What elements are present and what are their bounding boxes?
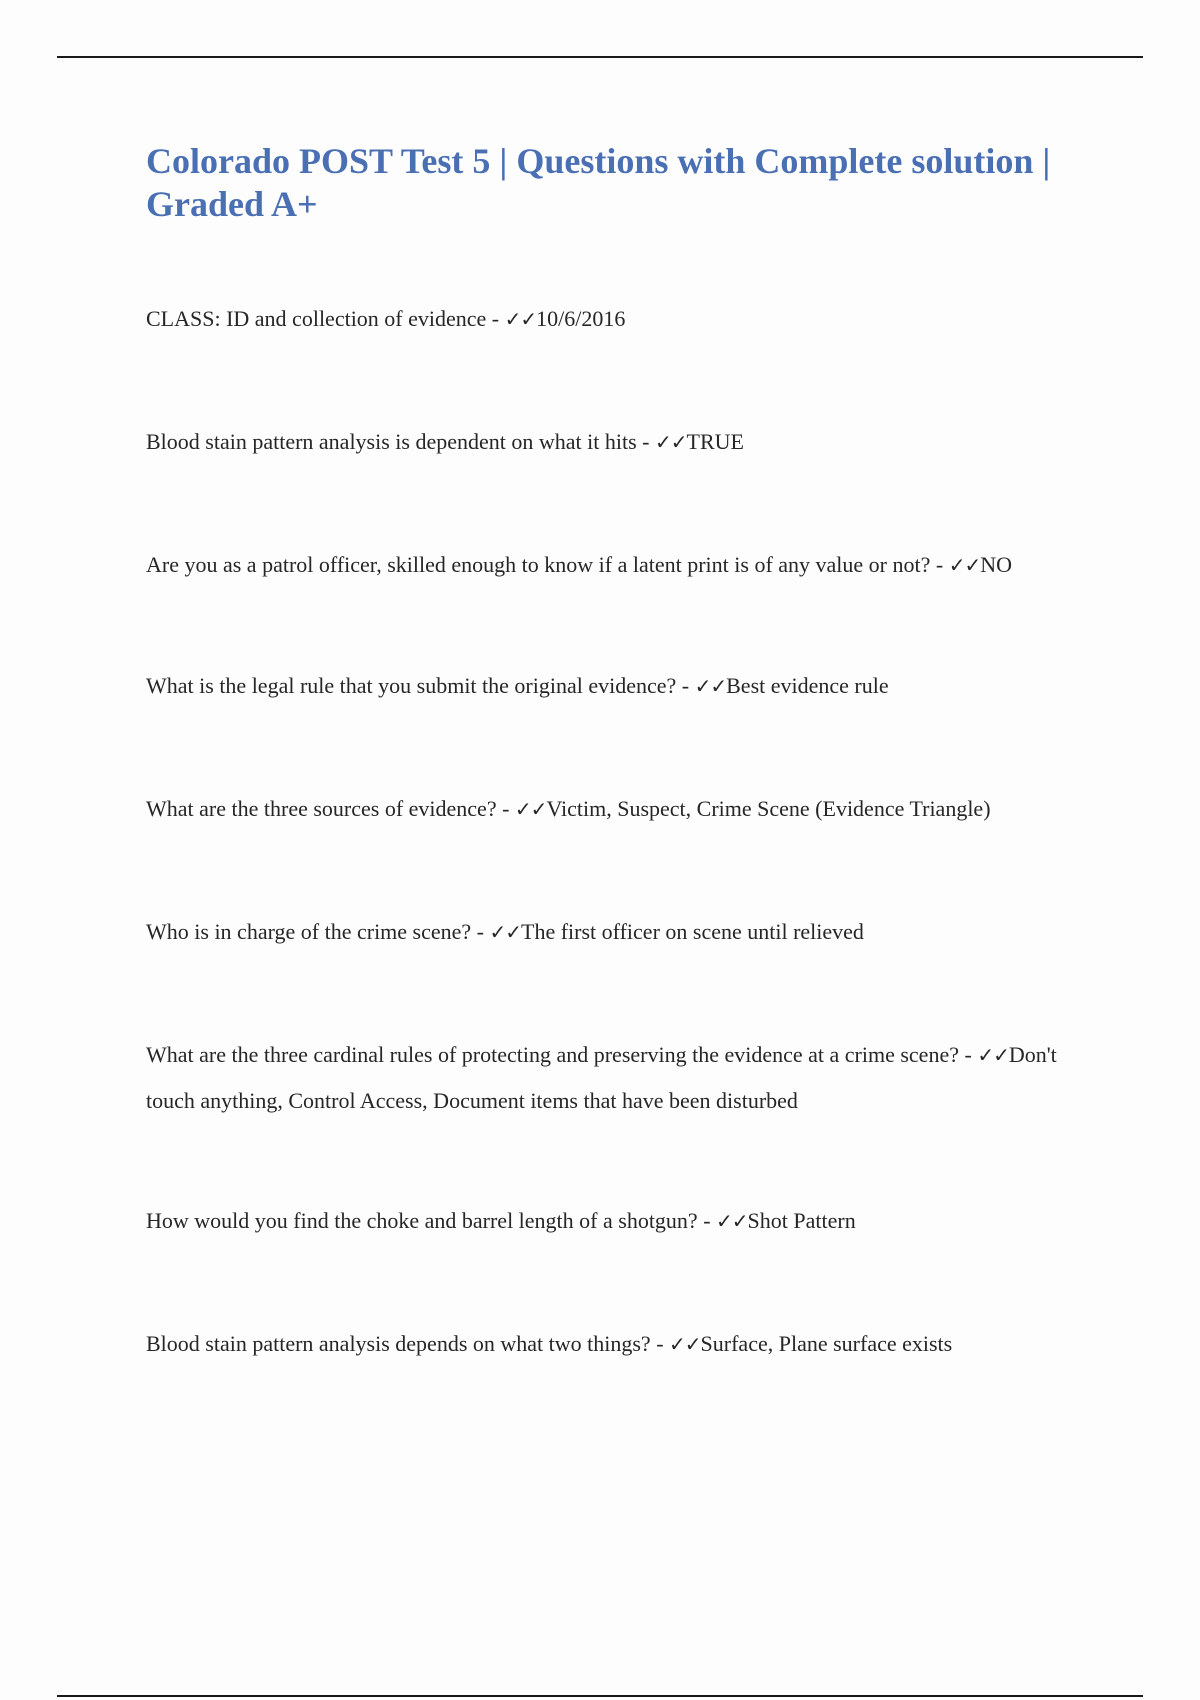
- question-text: Blood stain pattern analysis depends on what two things? -: [146, 1331, 670, 1356]
- question-text: What is the legal rule that you submit the original evidence? -: [146, 673, 695, 698]
- qa-item: [146, 909, 1096, 955]
- answer-text: Shot Pattern: [747, 1208, 856, 1233]
- qa-item: [146, 1032, 1096, 1123]
- qa-item: [146, 296, 1096, 342]
- answer-text: Best evidence rule: [726, 673, 889, 698]
- document-body: [146, 140, 1096, 1444]
- double-check-icon: ✓✓: [489, 920, 522, 944]
- document-title: Colorado POST Test 5 | Questions with Complete solution | Graded A+: [146, 141, 1051, 224]
- answer-text: The first officer on scene until relieved: [521, 919, 864, 944]
- double-check-icon: ✓✓: [977, 1043, 1009, 1067]
- answer-text: TRUE: [686, 429, 744, 454]
- qa-item: [146, 1321, 1096, 1367]
- double-check-icon: ✓✓: [514, 797, 547, 821]
- qa-item: [146, 786, 1096, 832]
- qa-list: [146, 296, 1096, 1367]
- double-check-icon: ✓✓: [694, 674, 727, 698]
- double-check-icon: ✓✓: [504, 307, 537, 331]
- question-text: CLASS: ID and collection of evidence -: [146, 306, 505, 331]
- qa-item: [146, 419, 1096, 465]
- double-check-icon: ✓✓: [654, 430, 687, 454]
- qa-item: [146, 542, 1096, 588]
- question-text: Blood stain pattern analysis is dependent on what it hits -: [146, 429, 655, 454]
- bottom-rule: [57, 1695, 1143, 1697]
- answer-text: Don't touch anything, Control Access, Document items that have been disturbed: [146, 1042, 1057, 1113]
- qa-item: [146, 663, 1096, 709]
- qa-item: [146, 1198, 1096, 1244]
- double-check-icon: ✓✓: [948, 553, 981, 577]
- question-text: Are you as a patrol officer, skilled enough to know if a latent print is of any value or not? -: [146, 552, 949, 577]
- question-text: What are the three sources of evidence? -: [146, 796, 515, 821]
- question-text: Who is in charge of the crime scene? -: [146, 919, 490, 944]
- answer-text: NO: [980, 552, 1013, 577]
- double-check-icon: ✓✓: [716, 1209, 748, 1233]
- answer-text: Victim, Suspect, Crime Scene (Evidence Triangle): [546, 796, 991, 821]
- double-check-icon: ✓✓: [669, 1332, 701, 1356]
- answer-text: Surface, Plane surface exists: [700, 1331, 953, 1356]
- question-text: How would you find the choke and barrel length of a shotgun? -: [146, 1208, 717, 1233]
- answer-text: 10/6/2016: [536, 306, 626, 331]
- question-text: What are the three cardinal rules of protecting and preserving the evidence at a crime scene? -: [146, 1042, 978, 1067]
- top-rule: [57, 56, 1143, 58]
